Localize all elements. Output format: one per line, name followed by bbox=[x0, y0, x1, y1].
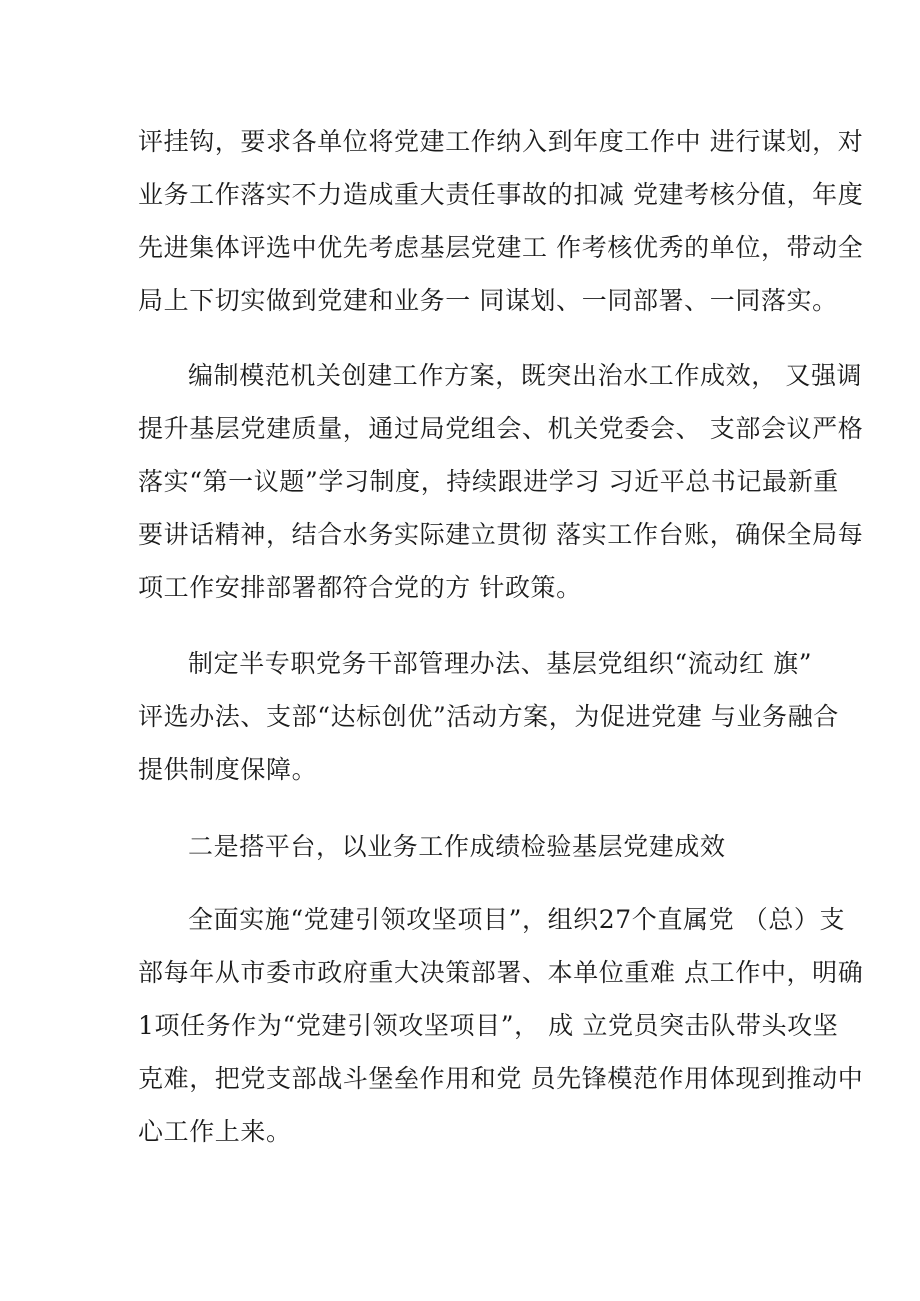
text-line: 评挂钩，要求各单位将党建工作纳入到年度工作中 进行谋划，对 bbox=[138, 127, 864, 156]
text-line: 克难，把党支部战斗堡垒作用和党 员先锋模范作用体现到推动中 bbox=[138, 1064, 864, 1093]
text-line: 先进集体评选中优先考虑基层党建工 作考核优秀的单位，带动全 bbox=[138, 233, 864, 262]
text-line: 心工作上来。 bbox=[138, 1117, 292, 1146]
text-line: 编制模范机关创建工作方案，既突出治水工作成效， 又强调 bbox=[188, 361, 863, 390]
text-line: 全面实施“党建引领攻坚项目”，组织27个直属党 （总）支 bbox=[188, 905, 846, 934]
text-line: 1项任务作为“党建引领攻坚项目”， 成 立党员突击队带头攻坚 bbox=[138, 1011, 839, 1040]
heading-line: 二是搭平台，以业务工作成绩检验基层党建成效 bbox=[188, 832, 726, 861]
text-line: 要讲话精神，结合水务实际建立贯彻 落实工作台账，确保全局每 bbox=[138, 520, 864, 549]
section-heading bbox=[138, 820, 798, 873]
text-line: 业务工作落实不力造成重大责任事故的扣减 党建考核分值，年度 bbox=[138, 180, 864, 209]
text-line: 提升基层党建质量，通过局党组会、机关党委会、 支部会议严格 bbox=[138, 414, 864, 443]
paragraph-model-agency-plan bbox=[138, 349, 864, 614]
paragraph-management-measures bbox=[138, 637, 839, 796]
text-line: 提供制度保障。 bbox=[138, 755, 318, 784]
paragraph-party-building-assessment bbox=[138, 115, 864, 327]
paragraph-key-projects bbox=[138, 893, 864, 1158]
text-line: 项工作安排部署都符合党的方 针政策。 bbox=[138, 573, 582, 602]
text-line: 部每年从市委市政府重大决策部署、本单位重难 点工作中，明确 bbox=[138, 958, 864, 987]
text-line: 评选办法、支部“达标创优”活动方案，为促进党建 与业务融合 bbox=[138, 702, 839, 731]
text-line: 局上下切实做到党建和业务一 同谋划、一同部署、一同落实。 bbox=[138, 286, 838, 315]
text-line: 制定半专职党务干部管理办法、基层党组织“流动红 旗” bbox=[188, 649, 813, 678]
text-line: 落实“第一议题”学习制度，持续跟进学习 习近平总书记最新重 bbox=[138, 467, 839, 496]
